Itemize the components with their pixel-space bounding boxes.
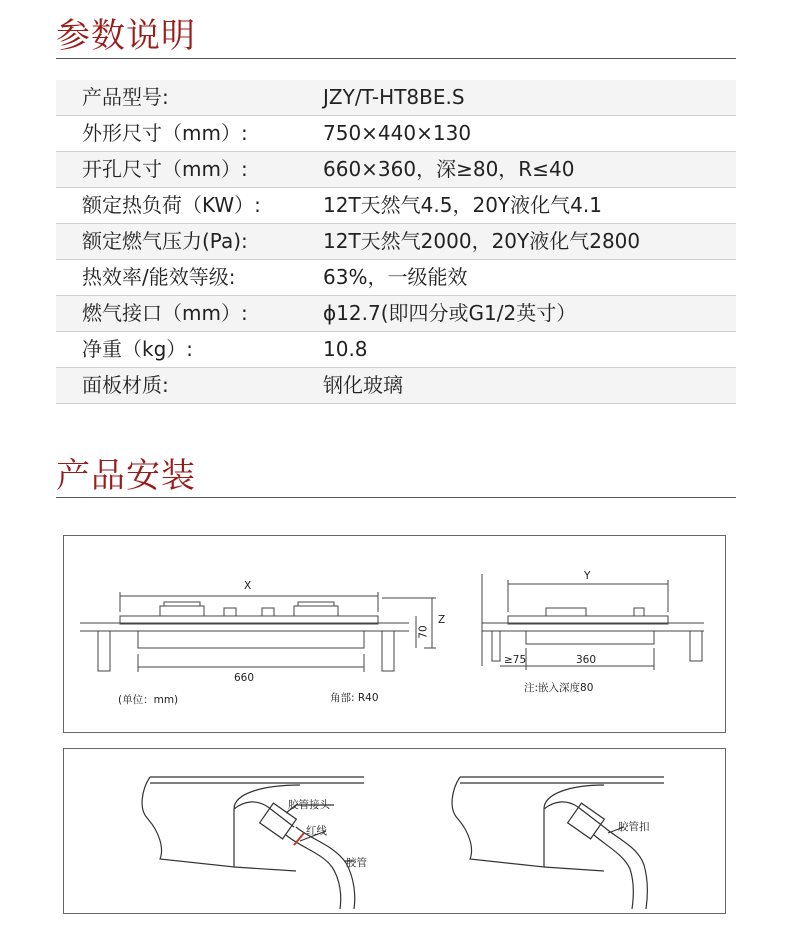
- params-title-rule: [56, 58, 736, 59]
- spec-value: 63%，一级能效: [323, 265, 468, 289]
- spec-label: 净重（kg）:: [82, 337, 194, 361]
- hose-clamp-shape: [568, 803, 605, 839]
- cabinet-right: [382, 631, 394, 671]
- spec-label: 外形尺寸（mm）:: [82, 121, 248, 145]
- cabinet-left: [98, 631, 110, 671]
- right-hob-edge: [460, 777, 664, 783]
- connection-diagram-panel: [63, 748, 726, 914]
- spec-value: 750×440×130: [323, 121, 472, 145]
- spec-row: [56, 260, 736, 296]
- params-section-title: 参数说明: [56, 16, 196, 56]
- side-gap-value: ≥75: [504, 654, 527, 666]
- install-section-title: 产品安装: [56, 456, 196, 496]
- spec-value: 钢化玻璃: [323, 373, 403, 397]
- front-width-letter: X: [244, 580, 252, 592]
- spec-row: [56, 368, 736, 404]
- hob-body: [138, 631, 364, 648]
- spec-value: 660×360，深≥80，R≤40: [323, 157, 575, 181]
- left-hob-edge: [150, 777, 364, 783]
- spec-row: [56, 188, 736, 224]
- spec-row: [56, 296, 736, 332]
- spec-row: [56, 152, 736, 188]
- spec-row: [56, 332, 736, 368]
- install-title-rule: [56, 497, 736, 498]
- spec-row: [56, 224, 736, 260]
- spec-label: 燃气接口（mm）:: [82, 301, 248, 325]
- spec-label: 面板材质:: [82, 373, 169, 397]
- spec-label: 产品型号:: [82, 85, 169, 109]
- hose-label: 胶管: [346, 857, 367, 869]
- unit-note: (单位：mm): [118, 694, 179, 706]
- spec-label: 热效率/能效等级:: [82, 265, 236, 289]
- red-line-label: 红线: [306, 825, 327, 837]
- spec-table: [56, 80, 736, 404]
- spec-label: 额定热负荷（KW）:: [82, 193, 261, 217]
- spec-value: 12T天然气4.5，20Y液化气4.1: [323, 193, 602, 217]
- corner-note: 角部: R40: [330, 692, 379, 704]
- spec-value: JZY/T-HT8BE.S: [323, 85, 465, 109]
- spec-value: 10.8: [323, 337, 368, 361]
- front-height-letter: Z: [438, 614, 446, 626]
- spec-row: [56, 80, 736, 116]
- hose-connector-label: 胶管接头: [288, 799, 330, 811]
- front-height-value: 70: [417, 625, 430, 639]
- spec-row: [56, 116, 736, 152]
- front-cutout-width: 660: [234, 672, 255, 684]
- spec-value: ϕ12.7(即四分或G1/2英寸）: [323, 301, 577, 325]
- side-width-letter: Y: [584, 570, 591, 582]
- spec-value: 12T天然气2000，20Y液化气2800: [323, 229, 641, 253]
- side-cutout-depth: 360: [576, 654, 597, 666]
- spec-label: 额定燃气压力(Pa):: [82, 229, 248, 253]
- dimension-diagram-panel: [63, 535, 726, 733]
- depth-note: 注:嵌入深度80: [524, 682, 594, 694]
- hose-clamp-label: 胶管扣: [618, 821, 650, 833]
- spec-label: 开孔尺寸（mm）:: [82, 157, 248, 181]
